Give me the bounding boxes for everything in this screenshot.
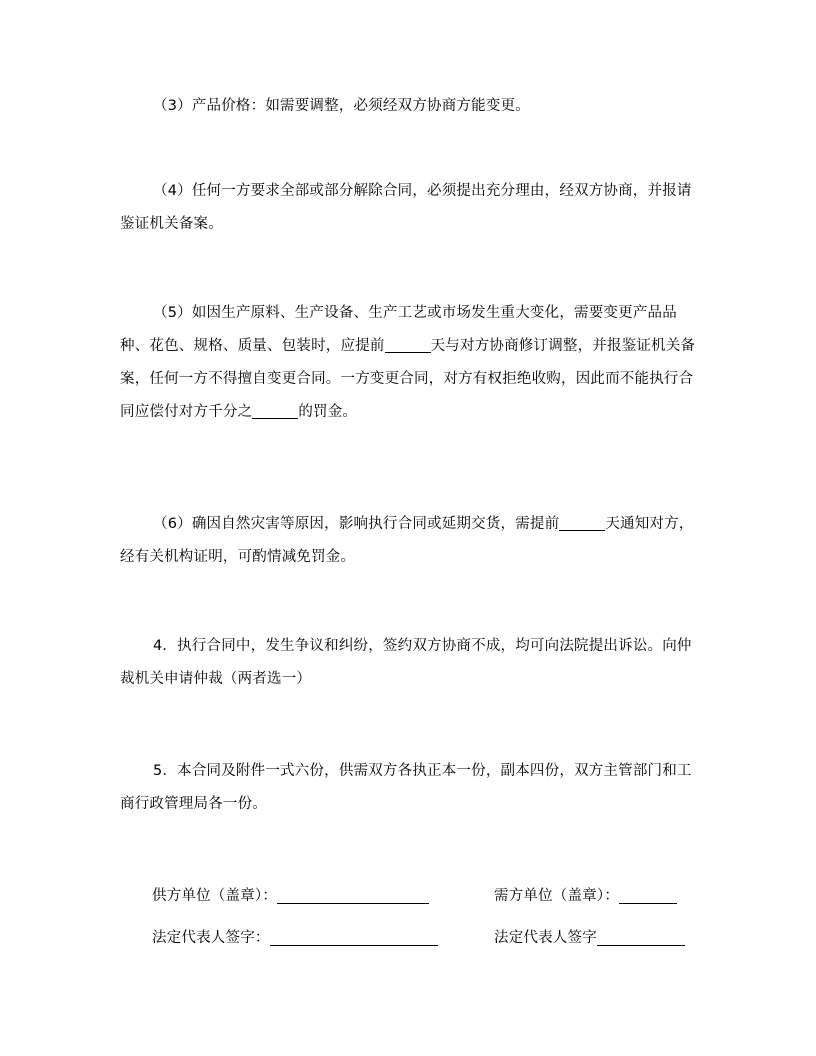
clause-6: [120, 508, 698, 574]
buyer-rep-field: [494, 928, 685, 948]
penalty-rate-blank-line: [252, 404, 298, 420]
supplier-rep-field: [152, 928, 438, 948]
buyer-rep-label: 法定代表人签字: [494, 930, 597, 946]
supplier-unit-field: [152, 886, 429, 906]
clause-6-text-part2: 天通知对方，经有关机构证明，可酌情减免罚金。: [120, 516, 694, 565]
clause-4-text: （4）任何一方要求全部或部分解除合同，必须提出充分理由，经双方协商，并报请鉴证机关备案。: [120, 183, 692, 232]
clause-5: [120, 297, 698, 429]
item-5-text: 5．本合同及附件一式六份，供需双方各执正本一份，副本四份，双方主管部门和工商行政管理局各一份。: [120, 763, 692, 812]
clause-5-text-part2: 天与对方协商修订调整，并报鉴证机关备案，任何一方不得擅自变更合同。一方变更合同，对方有权拒绝收购，因此而不能执行合同应偿付对方千分之: [120, 338, 696, 420]
item-4: [120, 630, 698, 696]
days-blank-line: [385, 338, 431, 354]
supplier-rep-label: 法定代表人签字：: [152, 930, 270, 946]
item-5: [120, 755, 698, 821]
clause-4: [120, 175, 698, 241]
buyer-unit-field: [494, 886, 677, 906]
supplier-unit-label: 供方单位（盖章）：: [152, 888, 278, 904]
notice-days-blank-line: [559, 516, 605, 532]
supplier-rep-line: [270, 931, 438, 946]
clause-5-text-part3: 的罚金。: [298, 404, 358, 420]
clause-3-text: （3）产品价格：如需要调整，必须经双方协商方能变更。: [153, 98, 530, 114]
buyer-rep-line: [597, 931, 685, 946]
item-4-text: 4．执行合同中，发生争议和纠纷，签约双方协商不成，均可向法院提出诉讼。向仲裁机关申请仲裁（两者选一）: [120, 638, 692, 687]
clause-6-text-part1: （6）确因自然灾害等原因，影响执行合同或延期交货，需提前: [153, 516, 560, 532]
supplier-unit-line: [277, 889, 429, 904]
clause-5-text-part1: （5）如因生产原料、生产设备、生产工艺或市场发生重大变化，需要变更产品品种、花色、规格、质量、包装时，应提前: [120, 305, 677, 354]
clause-3: [120, 90, 698, 123]
buyer-unit-label: 需方单位（盖章）：: [494, 888, 620, 904]
buyer-unit-line: [619, 889, 677, 904]
